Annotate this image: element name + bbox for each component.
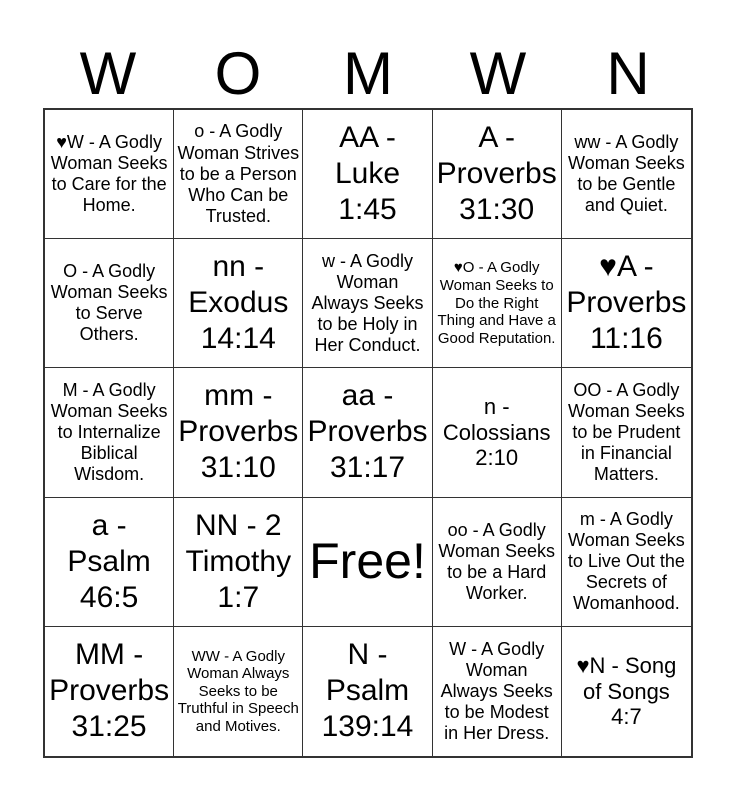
- cell-text: MM - Proverbs 31:25: [49, 638, 170, 744]
- bingo-cell[interactable]: [45, 110, 174, 239]
- cell-text: aa - Proverbs 31:17: [307, 379, 428, 485]
- bingo-cell[interactable]: [562, 239, 691, 368]
- bingo-cell[interactable]: [433, 239, 562, 368]
- cell-text: w - A Godly Woman Always Seeks to be Holy in Her Conduct.: [311, 250, 424, 355]
- header-letter-1: W: [79, 40, 137, 107]
- bingo-cell[interactable]: [562, 627, 691, 756]
- bingo-cell[interactable]: [174, 110, 303, 239]
- cell-text: N - Psalm 139:14: [321, 638, 414, 744]
- bingo-cell[interactable]: [174, 239, 303, 368]
- bingo-cell[interactable]: [303, 239, 432, 368]
- cell-text: M - A Godly Woman Seeks to Internalize Biblical Wisdom.: [50, 379, 168, 485]
- header-letter-4: W: [469, 40, 527, 107]
- cell-text: ♥N - Song of Songs 4:7: [576, 652, 677, 730]
- bingo-cell[interactable]: [45, 368, 174, 497]
- bingo-board: [43, 108, 693, 758]
- cell-text: WW - A Godly Woman Always Seeks to be Truthful in Speech and Motives.: [177, 647, 299, 735]
- cell-text: W - A Godly Woman Always Seeks to be Modest in Her Dress.: [440, 638, 553, 743]
- free-cell-text: Free!: [309, 533, 426, 590]
- cell-text: m - A Godly Woman Seeks to Live Out the Secrets of Womanhood.: [567, 509, 685, 614]
- cell-text: o - A Godly Woman Strives to be a Person Who Can be Trusted.: [177, 121, 300, 226]
- bingo-cell[interactable]: [433, 627, 562, 756]
- header-letter-3: M: [343, 40, 393, 107]
- cell-text: ww - A Godly Woman Seeks to be Gentle and Quiet.: [568, 132, 685, 216]
- bingo-cell[interactable]: [45, 627, 174, 756]
- free-cell[interactable]: [303, 498, 432, 627]
- bingo-cell[interactable]: [45, 239, 174, 368]
- bingo-cell[interactable]: [433, 368, 562, 497]
- cell-text: AA - Luke 1:45: [334, 121, 401, 227]
- bingo-cell[interactable]: [433, 498, 562, 627]
- cell-text: O - A Godly Woman Seeks to Serve Others.: [50, 261, 168, 345]
- bingo-cell[interactable]: [303, 368, 432, 497]
- cell-text: n - Colossians 2:10: [442, 393, 551, 471]
- cell-text: ♥O - A Godly Woman Seeks to Do the Right Thing and Have a Good Reputation.: [437, 259, 556, 347]
- bingo-cell[interactable]: [562, 110, 691, 239]
- header-letter-5: N: [606, 40, 650, 107]
- bingo-cell[interactable]: [303, 110, 432, 239]
- bingo-header: [43, 40, 693, 108]
- bingo-cell[interactable]: [174, 627, 303, 756]
- cell-text: ♥W - A Godly Woman Seeks to Care for the Home.: [50, 132, 168, 216]
- bingo-cell[interactable]: [45, 498, 174, 627]
- cell-text: nn - Exodus 14:14: [188, 250, 289, 356]
- cell-text: ♥A - Proverbs 11:16: [566, 250, 687, 356]
- cell-text: mm - Proverbs 31:10: [178, 379, 299, 485]
- bingo-cell[interactable]: [174, 498, 303, 627]
- cell-text: a - Psalm 46:5: [67, 508, 151, 614]
- cell-text: NN - 2 Timothy 1:7: [185, 508, 292, 614]
- cell-text: oo - A Godly Woman Seeks to be a Hard Worker.: [438, 519, 556, 603]
- bingo-cell[interactable]: [174, 368, 303, 497]
- bingo-cell[interactable]: [433, 110, 562, 239]
- bingo-cell[interactable]: [303, 627, 432, 756]
- header-letter-2: O: [214, 40, 262, 107]
- bingo-cell[interactable]: [562, 498, 691, 627]
- cell-text: A - Proverbs 31:30: [436, 121, 557, 227]
- cell-text: OO - A Godly Woman Seeks to be Prudent in Financial Matters.: [568, 379, 685, 485]
- bingo-cell[interactable]: [562, 368, 691, 497]
